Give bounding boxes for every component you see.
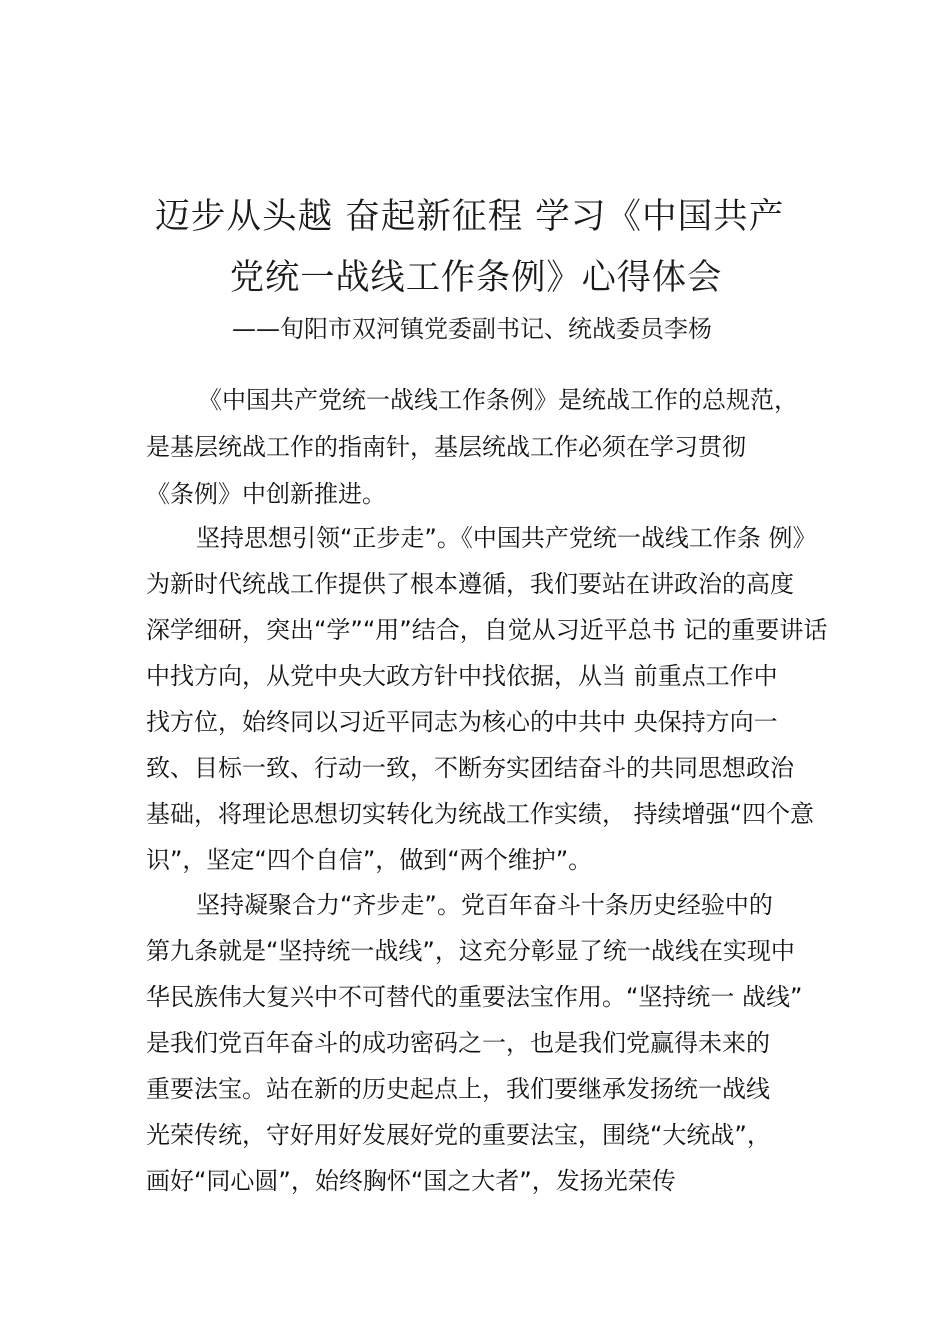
paragraph-line: 是基层统战工作的指南针，基层统战工作必须在学习贯彻 bbox=[146, 433, 746, 461]
paragraph-line: 《条例》中创新推进。 bbox=[146, 480, 386, 508]
document-subtitle: ——旬阳市双河镇党委副书记、统战委员李杨 bbox=[232, 315, 712, 343]
paragraph-line: 华民族伟大复兴中不可替代的重要法宝作用。“坚持统一 战线” bbox=[146, 983, 803, 1011]
paragraph-line: 画好“同心圆”，始终胸怀“国之大者”，发扬光荣传 bbox=[146, 1167, 676, 1195]
paragraph-line: 坚持凝聚合力“齐步走”。党百年奋斗十条历史经验中的 bbox=[196, 891, 773, 919]
paragraph-line: 找方位，始终同以习近平同志为核心的中共中 央保持方向一 bbox=[146, 708, 778, 736]
paragraph-line: 识”，坚定“四个自信”，做到“两个维护”。 bbox=[146, 846, 593, 874]
paragraph-line: 深学细研，突出“学”“用”结合，自觉从习近平总书 记的重要讲话 bbox=[146, 616, 828, 644]
paragraph-line: 《中国共产党统一战线工作条例》是统战工作的总规范， bbox=[198, 386, 798, 414]
paragraph-line: 基础，将理论思想切实转化为统战工作实绩， 持续增强“四个意 bbox=[146, 800, 815, 828]
paragraph-line: 第九条就是“坚持统一战线”，这充分彰显了统一战线在实现中 bbox=[146, 937, 795, 965]
paragraph-line: 坚持思想引领“正步走”。《中国共产党统一战线工作条 例》 bbox=[196, 524, 817, 552]
paragraph-line: 重要法宝。站在新的历史起点上，我们要继承发扬统一战线 bbox=[146, 1075, 770, 1103]
paragraph-line: 致、目标一致、行动一致，不断夯实团结奋斗的共同思想政治 bbox=[146, 754, 794, 782]
paragraph-line: 是我们党百年奋斗的成功密码之一，也是我们党赢得未来的 bbox=[146, 1029, 770, 1057]
paragraph-line: 为新时代统战工作提供了根本遵循，我们要站在讲政治的高度 bbox=[146, 570, 794, 598]
paragraph-line: 中找方向，从党中央大政方针中找依据，从当 前重点工作中 bbox=[146, 662, 778, 690]
paragraph-line: 光荣传统，守好用好发展好党的重要法宝，围绕“大统战”， bbox=[146, 1121, 771, 1149]
document-title-line-1: 迈步从头越 奋起新征程 学习《中国共产 bbox=[155, 197, 785, 237]
document-title-line-2: 党统一战线工作条例》心得体会 bbox=[229, 258, 723, 298]
